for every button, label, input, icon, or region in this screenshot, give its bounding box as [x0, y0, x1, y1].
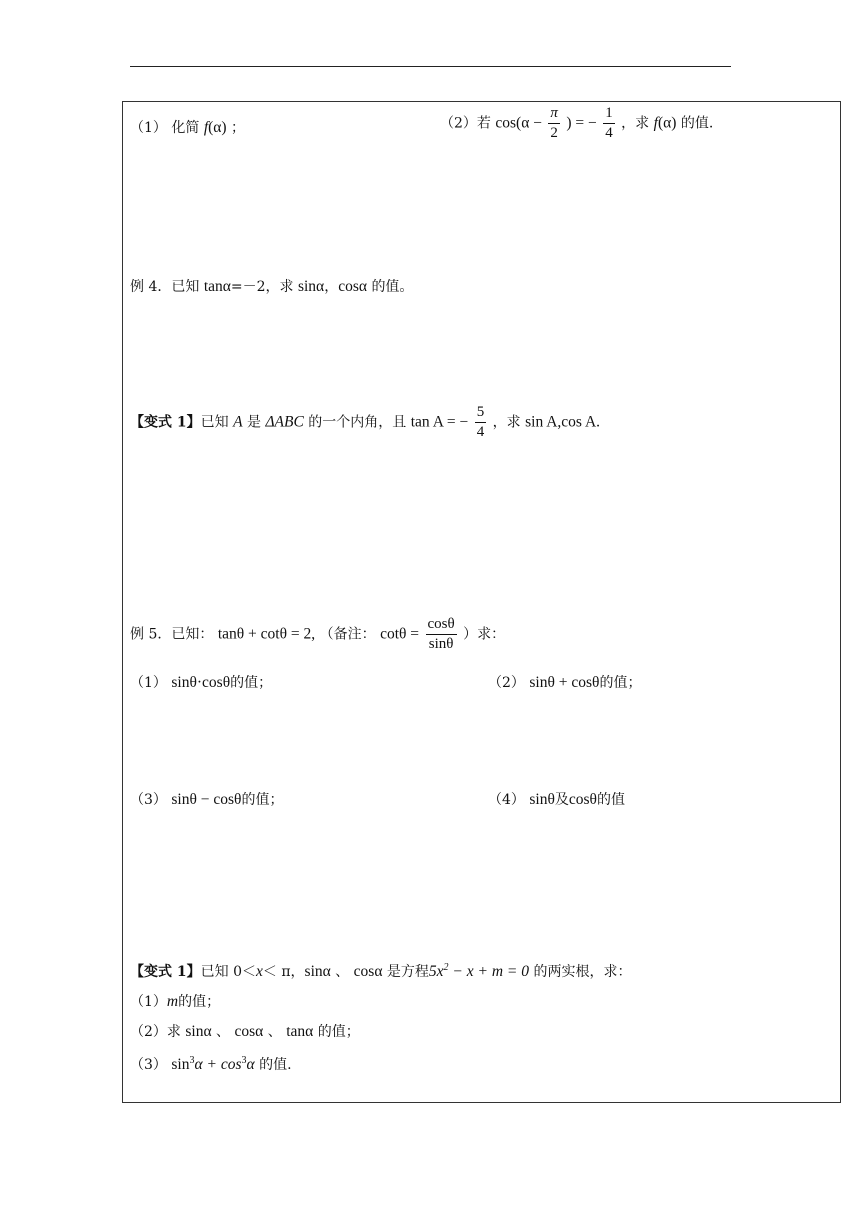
- frac-den: 4: [605, 125, 613, 141]
- part-text: 及: [554, 792, 569, 808]
- math-sin: sinθ: [529, 791, 555, 808]
- expr-part: sin: [171, 1056, 190, 1073]
- item-label: （1）: [130, 994, 167, 1010]
- math-cos: cosα: [353, 963, 383, 980]
- frac-num: π: [548, 106, 560, 124]
- frac-den: 4: [476, 424, 485, 440]
- item-end: 的值.: [259, 1057, 292, 1073]
- example-label: 例 4．已知: [130, 279, 200, 295]
- part-2: [440, 106, 713, 141]
- note-close: ）求：: [463, 626, 506, 643]
- part-label: （2）: [488, 675, 525, 691]
- math-sin: sinα: [297, 278, 325, 295]
- part-label: （4）: [488, 792, 525, 808]
- math-expr: sinθ + cosθ: [529, 674, 600, 691]
- part-label: （1）: [130, 120, 167, 136]
- math-cos: cos(α −: [495, 114, 542, 132]
- math-tan: tanα: [203, 278, 231, 295]
- variant-text: 的一个内角，且: [308, 414, 407, 431]
- frac-num: 5: [475, 405, 487, 423]
- example-text: =－2，求: [230, 279, 294, 295]
- math-condition: tanθ + cotθ = 2,: [217, 625, 316, 643]
- expr-exp: 3: [241, 1055, 247, 1066]
- ex5-part-3: [130, 790, 283, 810]
- frac-den: 2: [550, 125, 558, 141]
- variant-1-a: [130, 405, 600, 440]
- part-label: （3）: [130, 792, 167, 808]
- item-end: 的值；: [317, 1024, 360, 1040]
- part-label: （2）若: [440, 115, 491, 132]
- math-A: A: [233, 413, 243, 431]
- variant-1-b-item-2: [130, 1022, 360, 1042]
- part-end: 的值.: [680, 115, 714, 132]
- item-label: （2）求: [130, 1024, 181, 1040]
- note-open: （备注：: [319, 626, 376, 643]
- fraction-1-4: [603, 106, 615, 141]
- separator: 、: [216, 1024, 231, 1040]
- variant-text: ，求: [492, 414, 521, 431]
- fraction-5-4: [475, 405, 487, 440]
- part-end: 的值；: [230, 675, 273, 691]
- separator: ，: [324, 279, 339, 295]
- frac-num: cosθ: [426, 617, 457, 635]
- part-label: （1）: [130, 675, 167, 691]
- part-text: 化简: [171, 120, 200, 136]
- variant-1-b-item-3: [130, 1055, 292, 1075]
- math-x: x: [255, 963, 263, 980]
- expr-part: α: [246, 1056, 255, 1073]
- variant-end: 的两实根，求：: [533, 964, 632, 980]
- part-end: 的值；: [599, 675, 642, 691]
- math-f: f: [653, 114, 658, 132]
- separator: 、: [267, 1024, 282, 1040]
- math-eq: ) = −: [566, 114, 597, 132]
- math-sin: sinα: [185, 1023, 212, 1040]
- variant-1-b-item-1: [130, 992, 220, 1012]
- ex5-part-1: [130, 673, 272, 693]
- part-end: 的值: [596, 792, 625, 808]
- math-cos: cosα: [338, 278, 367, 295]
- math-tanA: tan A = −: [410, 413, 469, 431]
- example-4: [130, 277, 413, 297]
- part-1: [130, 118, 245, 138]
- math-arg: (α): [208, 119, 227, 136]
- variant-text: 是方程: [386, 964, 429, 980]
- ex5-part-2: [488, 673, 641, 693]
- math-result: sin A,cos A.: [525, 413, 601, 431]
- math-m: m: [166, 993, 179, 1010]
- example-label: 例 5．已知：: [130, 626, 214, 643]
- math-expr: sinθ·cosθ: [171, 674, 231, 691]
- example-5: [130, 617, 505, 652]
- item-label: （3）: [130, 1057, 167, 1073]
- variant-label: 【变式 1】: [130, 964, 201, 980]
- fraction-cos-sin: [426, 617, 457, 652]
- fraction-pi-2: [548, 106, 560, 141]
- math-cos: cosθ: [568, 791, 597, 808]
- math-sin: sinα: [304, 963, 331, 980]
- eq-part: − x + m = 0: [448, 963, 529, 980]
- frac-den: sinθ: [428, 636, 454, 652]
- math-cubes: [171, 1056, 254, 1073]
- variant-text: 已知: [200, 414, 229, 431]
- expr-part: α + cos: [194, 1056, 242, 1073]
- expr-exp: 3: [189, 1055, 195, 1066]
- math-tan: tanα: [286, 1023, 314, 1040]
- separator: 、: [335, 964, 350, 980]
- part-end: ；: [231, 120, 246, 136]
- math-cos: cosα: [234, 1023, 264, 1040]
- part-end: 的值；: [241, 792, 284, 808]
- part-text: ，求: [621, 115, 650, 132]
- variant-text: 已知 0＜: [200, 964, 256, 980]
- variant-text: 是: [247, 414, 261, 431]
- eq-part: 5x: [428, 963, 444, 980]
- math-triangle: ΔABC: [265, 413, 304, 431]
- ex5-part-4: [488, 790, 625, 810]
- item-end: 的值；: [178, 994, 221, 1010]
- math-equation: [429, 963, 529, 980]
- eq-exp: 2: [443, 962, 449, 973]
- math-expr: sinθ − cosθ: [171, 791, 242, 808]
- variant-1-b: [130, 962, 631, 982]
- header-rule: [130, 66, 731, 67]
- variant-text: ＜ π，: [262, 964, 305, 980]
- frac-num: 1: [603, 106, 615, 124]
- math-cot: cotθ =: [380, 625, 420, 643]
- example-end: 的值。: [371, 279, 414, 295]
- math-f: f: [203, 119, 209, 136]
- content-frame: [122, 101, 841, 1103]
- variant-label: 【变式 1】: [130, 414, 201, 431]
- math-arg: (α): [657, 114, 677, 132]
